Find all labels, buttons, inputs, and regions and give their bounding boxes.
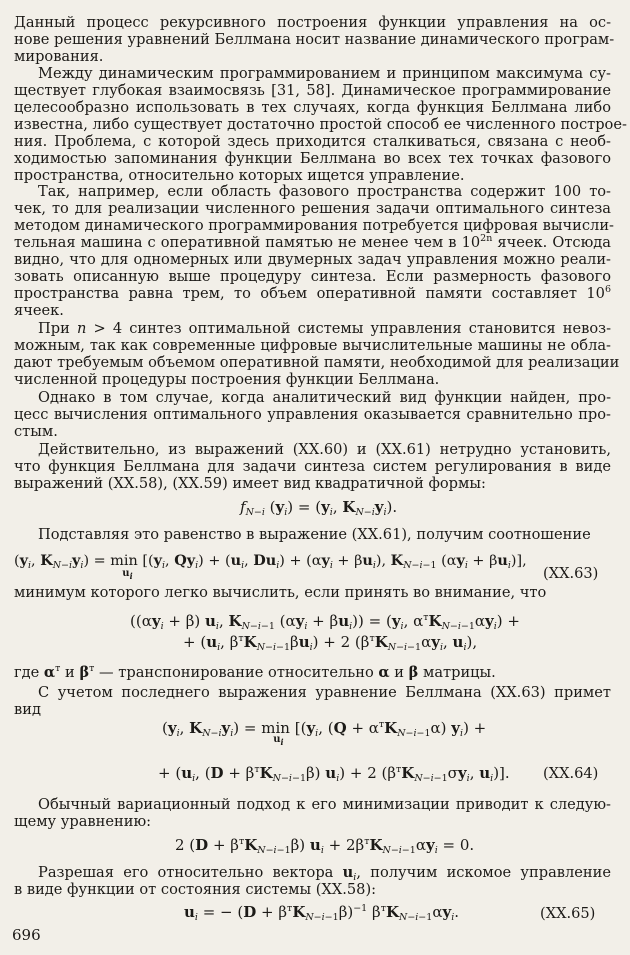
text-line: нове решения уравнений Беллмана носит название динамического програм- — [14, 31, 615, 48]
equation-number: (XX.65) — [540, 905, 596, 922]
equation-number: (XX.63) — [543, 565, 599, 582]
formula-xx-64-line1: ($y_i$, $K_{N-i}y_i) = \min$ $u_i$ [($y_i$, $(Q + \alpha^тK_{N-i-1}\alpha)$ $y_i$) + — [162, 719, 487, 747]
text-line: Разрешая его относительно вектора $u_i$, получим искомое управление — [38, 864, 611, 883]
text-line: в виде функции от состояния системы (XX.58): — [14, 881, 377, 898]
formula-xx-65: $u_i$ = − $(D + \beta^тK_{N-i-1}\beta)^{-1}$ $\beta^тK_{N-i-1}\alpha y_i$. — [184, 903, 460, 923]
text-line: известна, либо существует достаточно простой способ ее численного построе- — [14, 116, 627, 133]
formula-xx-64-line2: + ($u_i$, $(D + \beta^тK_{N-i-1}\beta)$ $u_i) + 2$ ($\beta^тK_{N-i-1}\sigma y_i$, $u_i$)]. — [158, 764, 510, 784]
text-line: Так, например, если область фазового пространства содержит 100 то- — [38, 183, 611, 200]
text-line: вид — [14, 701, 41, 718]
text-line: Обычный вариационный подход к его минимизации приводит к следую- — [38, 796, 611, 813]
text-line: Подставляя это равенство в выражение (XX.61), получим соотношение — [38, 526, 591, 543]
text-line: пространства равна трем, то объем оперативной памяти составляет $10^6$ — [14, 284, 611, 302]
text-line: цесс вычисления оптимального управления оказывается сравнительно про- — [14, 406, 611, 423]
text-line: пространства, относительно которых ищется управление. — [14, 167, 465, 184]
text-line: щему уравнению: — [14, 813, 152, 830]
text-line: численной процедуры построения функции Беллмана. — [14, 371, 440, 388]
text-line: При n > 4 синтез оптимальной системы управления становится невоз- — [38, 320, 612, 337]
formula-xx-63: ($y_i$, $K_{N-i}y_i) = \min$ $u_i$ [($y_i$, $Qy_i) + (u_i$, $Du_i) + (\alpha y_i + \beta u_i)$, $K_{N-i-1}$ $(\alpha y_i + \beta u_i)$], — [14, 552, 527, 581]
formula-identity-line2: + ($u_i$, $\beta^тK_{N-i-1}\beta u_i) + 2$ ($\beta^тK_{N-i-1}\alpha y_i$, $u_i$), — [183, 633, 478, 653]
text-line: Между динамическим программированием и принципом максимума су- — [38, 65, 611, 82]
text-line: целесообразно использовать в тех случаях, когда функция Беллмана либо — [14, 99, 611, 116]
formula-identity-line1: ($(\alpha y_i + \beta)$ $u_i$, $K_{N-i-1}$ $(\alpha y_i + \beta u_i)) = (y_i$, $\alpha^тK_{N-i-1}\alpha y_i$) + — [130, 612, 520, 632]
text-line: Данный процесс рекурсивного построения функции управления на ос- — [14, 14, 611, 31]
text-line: тельная машина с оперативной памятью не менее чем в $10^{2n}$ ячеек. Отсюда — [14, 233, 611, 251]
text-line: видно, что для одномерных или двумерных задач управления можно реали- — [14, 251, 611, 268]
text-line: ния. Проблема, с которой здесь приходится сталкиваться, связана с необ- — [14, 133, 611, 150]
text-line: дают требуемым объемом оперативной памяти, необходимой для реализации — [14, 354, 620, 371]
text-line: чек, то для реализации численного решения задачи оптимального синтеза — [14, 200, 611, 217]
text-line: где $\alpha^т$ и $\beta^т$ — транспонирование относительно α и β матрицы. — [14, 663, 496, 681]
text-line: методом динамического программирования потребуется цифровая вычисли- — [14, 217, 614, 234]
text-line: что функция Беллмана для задачи синтеза систем регулирования в виде — [14, 458, 611, 475]
text-line: выражений (XX.58), (XX.59) имеет вид квадратичной формы: — [14, 475, 486, 492]
text-line: ходимостью запоминания функции Беллмана во всех тех точках фазового — [14, 150, 611, 167]
text-line: ществует глубокая взаимосвязь [31, 58]. Динамическое программирование — [14, 82, 611, 99]
text-line: стым. — [14, 423, 58, 440]
formula-stationarity: 2 $(D + \beta^тK_{N-i-1}\beta)$ $u_i + 2\beta^тK_{N-i-1}\alpha y_i = 0$. — [175, 836, 475, 856]
text-line: зовать описанную выше процедуру синтеза. Если размерность фазового — [14, 268, 611, 285]
text-line: ячеек. — [14, 302, 64, 319]
text-line: С учетом последнего выражения уравнение Беллмана (XX.63) примет — [38, 684, 611, 701]
text-line: Действительно, из выражений (XX.60) и (XX.61) нетрудно установить, — [38, 441, 611, 458]
text-line: можным, так как современные цифровые вычислительные машины не обла- — [14, 337, 611, 354]
text-line: минимум которого легко вычислить, если принять во внимание, что — [14, 584, 547, 601]
page-number: 696 — [12, 926, 41, 944]
text-line: мирования. — [14, 48, 104, 65]
text-line: Однако в том случае, когда аналитический вид функции найден, про- — [38, 389, 611, 406]
equation-number: (XX.64) — [543, 765, 599, 782]
formula-bellman-quadratic: $f_{N-i}$ $(y_i) = (y_i$, $K_{N-i}y_i$). — [240, 498, 398, 518]
